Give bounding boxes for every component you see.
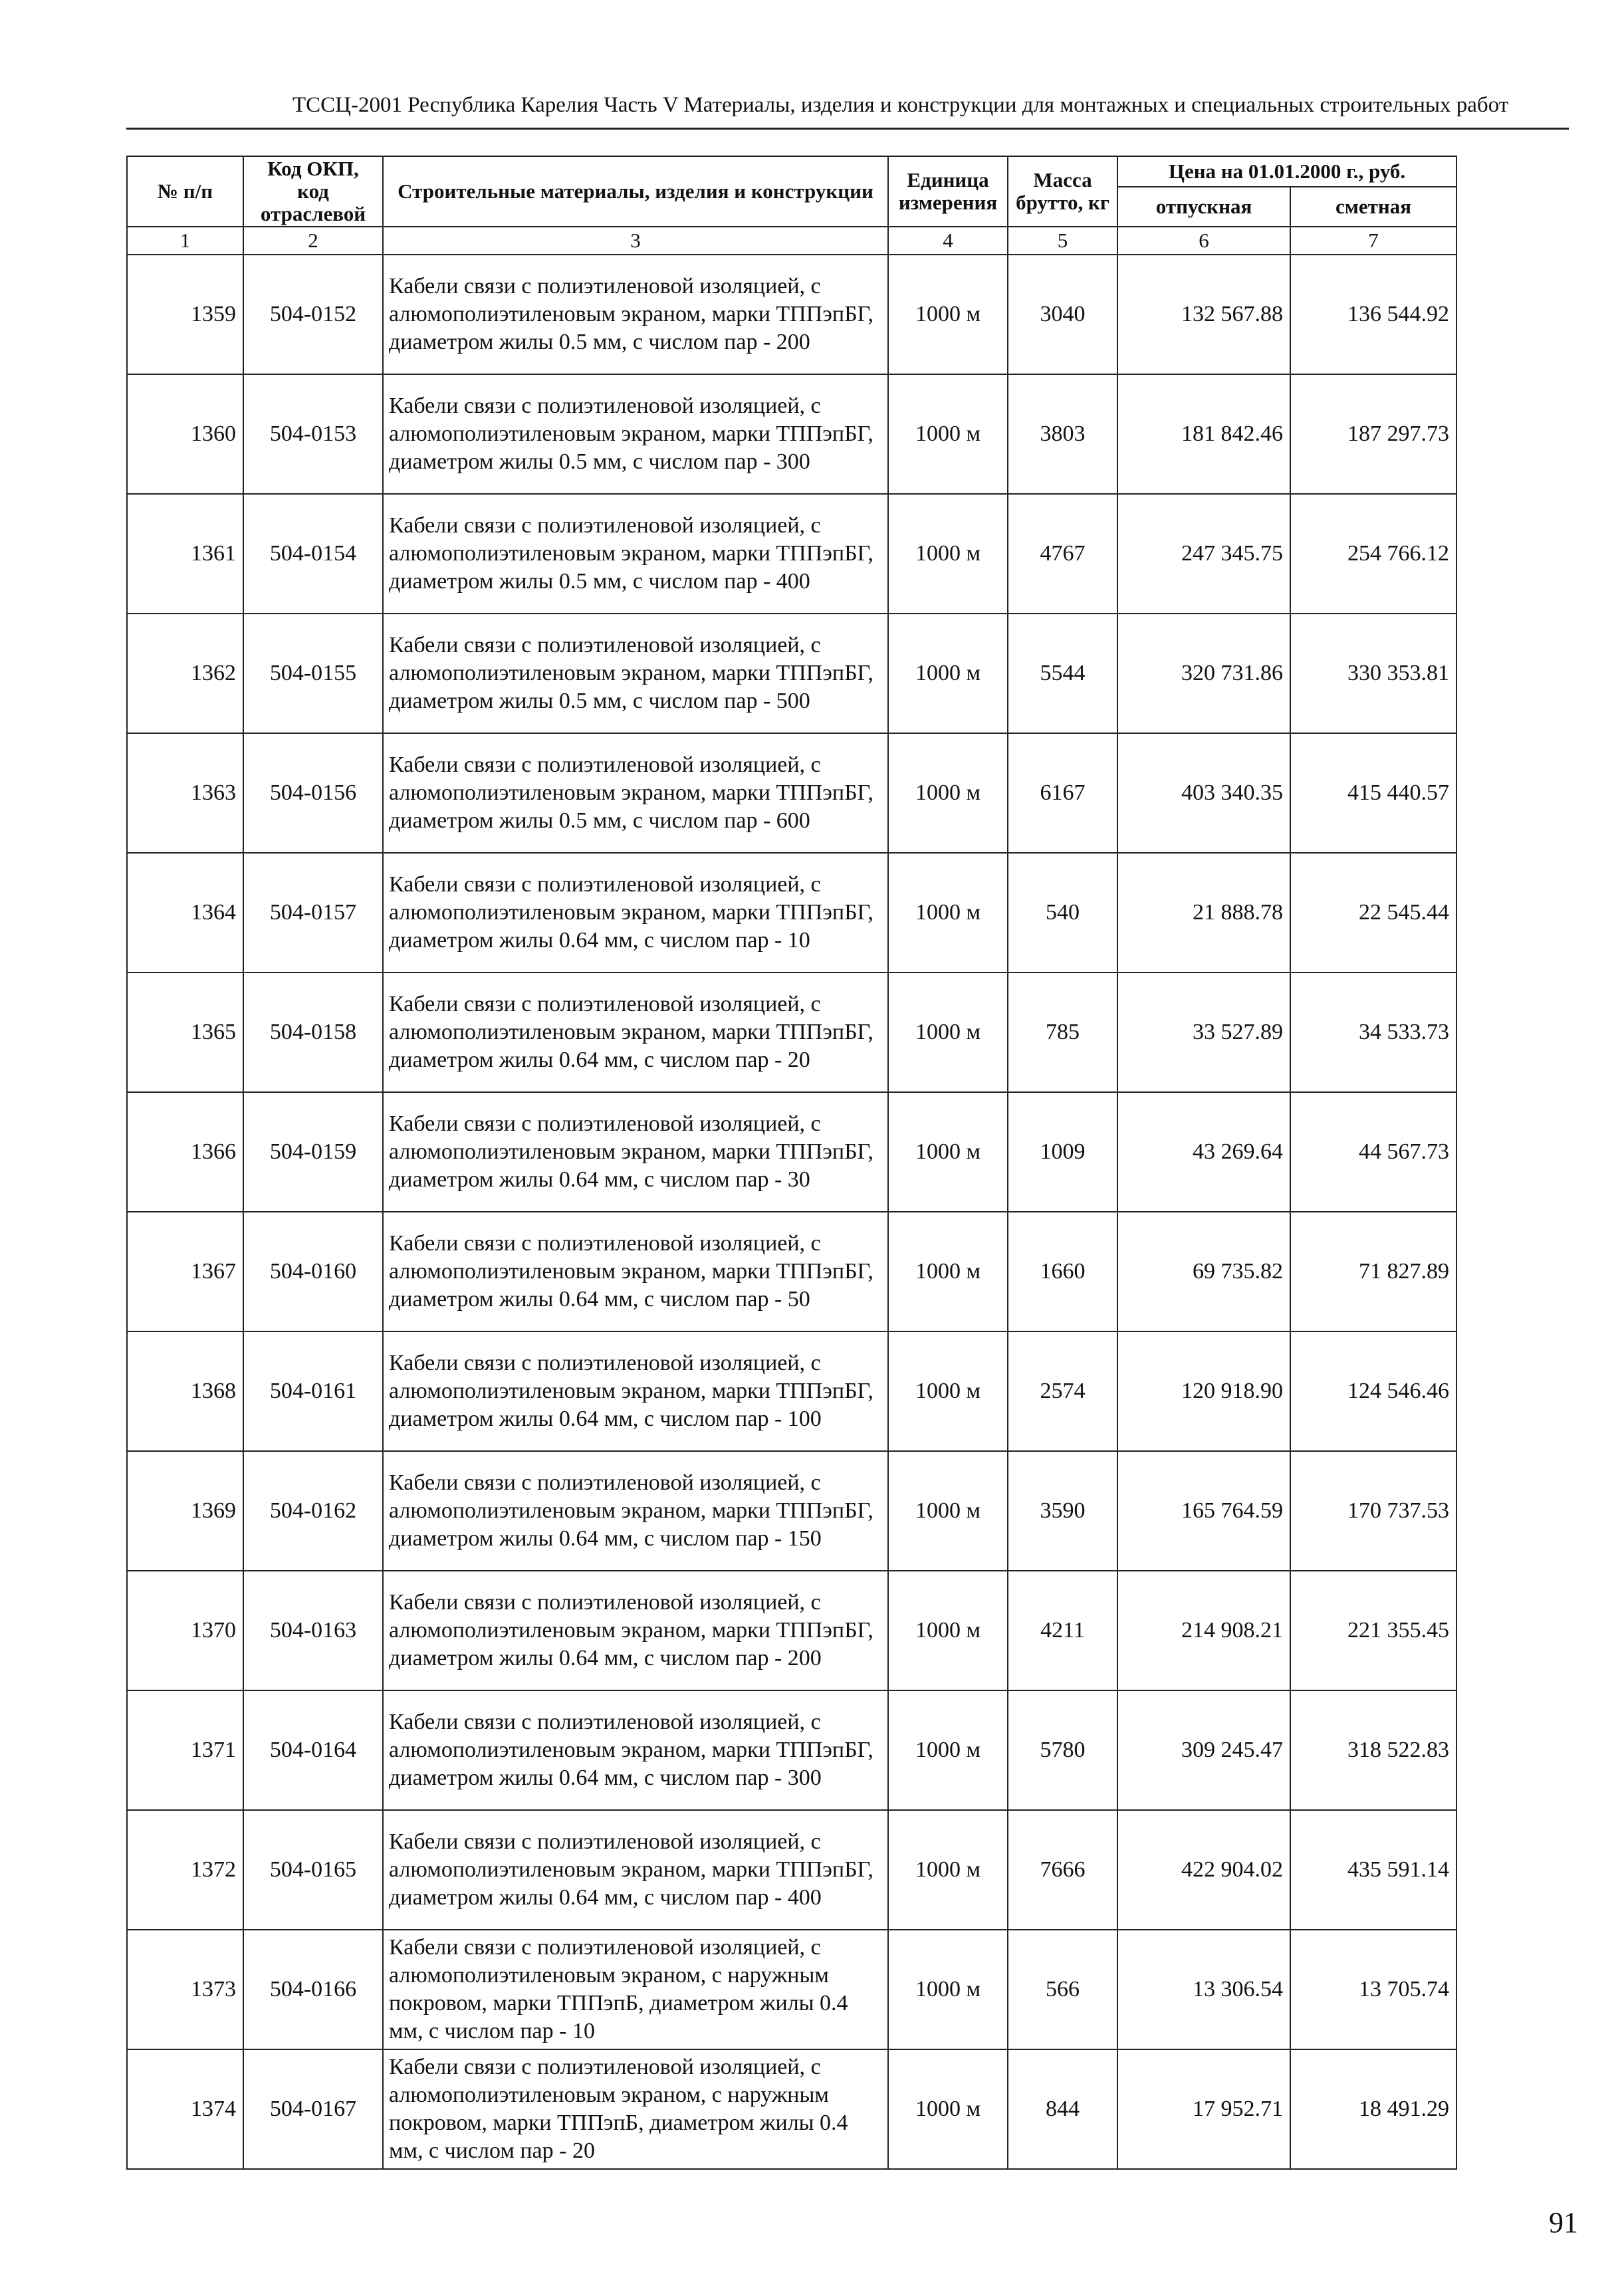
unit-of-measure: 1000 м [888,2049,1008,2169]
material-description: Кабели связи с полиэтиленовой изоляцией, с алюмополиэтиленовым экраном, марки ТППэпБГ, диаметром жилы 0.5 мм, с числом пар - 300 [383,374,888,494]
table-row [127,1451,1456,1571]
col-header-unit: Единица измерения [888,156,1008,227]
table-row [127,1690,1456,1810]
table-header-row [127,156,1456,187]
okp-code: 504-0164 [243,1690,383,1810]
table-row [127,1331,1456,1451]
release-price: 309 245.47 [1117,1690,1290,1810]
col-header-materials: Строительные материалы, изделия и конструкции [383,156,888,227]
release-price: 69 735.82 [1117,1212,1290,1331]
material-description: Кабели связи с полиэтиленовой изоляцией, с алюмополиэтиленовым экраном, марки ТППэпБГ, диаметром жилы 0.64 мм, с числом пар - 200 [383,1571,888,1690]
gross-mass: 2574 [1008,1331,1117,1451]
okp-code: 504-0163 [243,1571,383,1690]
gross-mass: 844 [1008,2049,1117,2169]
unit-of-measure: 1000 м [888,1092,1008,1212]
unit-of-measure: 1000 м [888,1451,1008,1571]
release-price: 43 269.64 [1117,1092,1290,1212]
gross-mass: 5780 [1008,1690,1117,1810]
okp-code: 504-0152 [243,255,383,374]
table-row [127,374,1456,494]
estimate-price: 221 355.45 [1290,1571,1456,1690]
release-price: 17 952.71 [1117,2049,1290,2169]
row-number: 1360 [127,374,243,494]
gross-mass: 3803 [1008,374,1117,494]
estimate-price: 187 297.73 [1290,374,1456,494]
unit-of-measure: 1000 м [888,1930,1008,2049]
release-price: 13 306.54 [1117,1930,1290,2049]
unit-of-measure: 1000 м [888,494,1008,614]
gross-mass: 1009 [1008,1092,1117,1212]
col-header-price-group: Цена на 01.01.2000 г., руб. [1117,156,1456,187]
okp-code: 504-0158 [243,973,383,1092]
row-number: 1363 [127,733,243,853]
estimate-price: 13 705.74 [1290,1930,1456,2049]
column-number: 7 [1290,227,1456,255]
table-body [127,255,1456,2169]
col-header-price-estimate: сметная [1290,187,1456,227]
column-number: 5 [1008,227,1117,255]
release-price: 21 888.78 [1117,853,1290,973]
material-description: Кабели связи с полиэтиленовой изоляцией, с алюмополиэтиленовым экраном, марки ТППэпБГ, диаметром жилы 0.64 мм, с числом пар - 300 [383,1690,888,1810]
estimate-price: 71 827.89 [1290,1212,1456,1331]
row-number: 1365 [127,973,243,1092]
unit-of-measure: 1000 м [888,733,1008,853]
release-price: 181 842.46 [1117,374,1290,494]
table-row [127,1571,1456,1690]
estimate-price: 254 766.12 [1290,494,1456,614]
unit-of-measure: 1000 м [888,1212,1008,1331]
table-row [127,733,1456,853]
okp-code: 504-0161 [243,1331,383,1451]
row-number: 1364 [127,853,243,973]
unit-of-measure: 1000 м [888,1690,1008,1810]
column-number-row [127,227,1456,255]
col-header-code: Код ОКП, код отраслевой [243,156,383,227]
gross-mass: 4211 [1008,1571,1117,1690]
row-number: 1367 [127,1212,243,1331]
gross-mass: 7666 [1008,1810,1117,1930]
material-description: Кабели связи с полиэтиленовой изоляцией, с алюмополиэтиленовым экраном, марки ТППэпБГ, диаметром жилы 0.64 мм, с числом пар - 10 [383,853,888,973]
okp-code: 504-0166 [243,1930,383,2049]
material-description: Кабели связи с полиэтиленовой изоляцией, с алюмополиэтиленовым экраном, марки ТППэпБГ, диаметром жилы 0.64 мм, с числом пар - 150 [383,1451,888,1571]
row-number: 1374 [127,2049,243,2169]
unit-of-measure: 1000 м [888,614,1008,733]
gross-mass: 785 [1008,973,1117,1092]
row-number: 1369 [127,1451,243,1571]
release-price: 403 340.35 [1117,733,1290,853]
estimate-price: 318 522.83 [1290,1690,1456,1810]
estimate-price: 44 567.73 [1290,1092,1456,1212]
estimate-price: 22 545.44 [1290,853,1456,973]
material-description: Кабели связи с полиэтиленовой изоляцией, с алюмополиэтиленовым экраном, марки ТППэпБГ, диаметром жилы 0.64 мм, с числом пар - 20 [383,973,888,1092]
price-table [126,156,1457,2170]
table-row [127,973,1456,1092]
material-description: Кабели связи с полиэтиленовой изоляцией, с алюмополиэтиленовым экраном, марки ТППэпБГ, диаметром жилы 0.5 мм, с числом пар - 400 [383,494,888,614]
col-header-mass: Масса брутто, кг [1008,156,1117,227]
okp-code: 504-0160 [243,1212,383,1331]
unit-of-measure: 1000 м [888,1810,1008,1930]
release-price: 247 345.75 [1117,494,1290,614]
unit-of-measure: 1000 м [888,853,1008,973]
okp-code: 504-0155 [243,614,383,733]
unit-of-measure: 1000 м [888,374,1008,494]
gross-mass: 540 [1008,853,1117,973]
unit-of-measure: 1000 м [888,1571,1008,1690]
page-number: 91 [1549,2206,1578,2239]
page-header: ТССЦ-2001 Республика Карелия Часть V Материалы, изделия и конструкции для монтажных и специальных строительных работ [292,93,1509,117]
row-number: 1372 [127,1810,243,1930]
material-description: Кабели связи с полиэтиленовой изоляцией, с алюмополиэтиленовым экраном, марки ТППэпБГ, диаметром жилы 0.64 мм, с числом пар - 30 [383,1092,888,1212]
estimate-price: 34 533.73 [1290,973,1456,1092]
table-row [127,255,1456,374]
gross-mass: 1660 [1008,1212,1117,1331]
okp-code: 504-0167 [243,2049,383,2169]
table-row [127,853,1456,973]
estimate-price: 136 544.92 [1290,255,1456,374]
gross-mass: 566 [1008,1930,1117,2049]
material-description: Кабели связи с полиэтиленовой изоляцией, с алюмополиэтиленовым экраном, марки ТППэпБГ, диаметром жилы 0.5 мм, с числом пар - 500 [383,614,888,733]
unit-of-measure: 1000 м [888,255,1008,374]
okp-code: 504-0153 [243,374,383,494]
estimate-price: 170 737.53 [1290,1451,1456,1571]
table-row [127,1092,1456,1212]
row-number: 1362 [127,614,243,733]
okp-code: 504-0165 [243,1810,383,1930]
material-description: Кабели связи с полиэтиленовой изоляцией, с алюмополиэтиленовым экраном, марки ТППэпБГ, диаметром жилы 0.64 мм, с числом пар - 50 [383,1212,888,1331]
gross-mass: 6167 [1008,733,1117,853]
row-number: 1361 [127,494,243,614]
gross-mass: 4767 [1008,494,1117,614]
col-header-price-release: отпускная [1117,187,1290,227]
okp-code: 504-0156 [243,733,383,853]
col-header-num: № п/п [127,156,243,227]
column-number: 4 [888,227,1008,255]
estimate-price: 124 546.46 [1290,1331,1456,1451]
table-row [127,1930,1456,2049]
row-number: 1373 [127,1930,243,2049]
gross-mass: 5544 [1008,614,1117,733]
unit-of-measure: 1000 м [888,1331,1008,1451]
release-price: 33 527.89 [1117,973,1290,1092]
release-price: 120 918.90 [1117,1331,1290,1451]
table-row [127,614,1456,733]
column-number: 6 [1117,227,1290,255]
material-description: Кабели связи с полиэтиленовой изоляцией, с алюмополиэтиленовым экраном, марки ТППэпБГ, диаметром жилы 0.5 мм, с числом пар - 600 [383,733,888,853]
material-description: Кабели связи с полиэтиленовой изоляцией, с алюмополиэтиленовым экраном, с наружным покровом, марки ТППэпБ, диаметром жилы 0.4 мм, с числом пар - 10 [383,1930,888,2049]
column-number: 1 [127,227,243,255]
estimate-price: 415 440.57 [1290,733,1456,853]
table-row [127,2049,1456,2169]
estimate-price: 435 591.14 [1290,1810,1456,1930]
row-number: 1368 [127,1331,243,1451]
release-price: 214 908.21 [1117,1571,1290,1690]
estimate-price: 330 353.81 [1290,614,1456,733]
row-number: 1359 [127,255,243,374]
table-row [127,1212,1456,1331]
okp-code: 504-0157 [243,853,383,973]
okp-code: 504-0159 [243,1092,383,1212]
row-number: 1371 [127,1690,243,1810]
table-row [127,494,1456,614]
gross-mass: 3590 [1008,1451,1117,1571]
header-divider [126,128,1569,130]
estimate-price: 18 491.29 [1290,2049,1456,2169]
material-description: Кабели связи с полиэтиленовой изоляцией, с алюмополиэтиленовым экраном, марки ТППэпБГ, диаметром жилы 0.5 мм, с числом пар - 200 [383,255,888,374]
release-price: 320 731.86 [1117,614,1290,733]
row-number: 1366 [127,1092,243,1212]
column-number: 2 [243,227,383,255]
okp-code: 504-0162 [243,1451,383,1571]
okp-code: 504-0154 [243,494,383,614]
release-price: 422 904.02 [1117,1810,1290,1930]
material-description: Кабели связи с полиэтиленовой изоляцией, с алюмополиэтиленовым экраном, с наружным покровом, марки ТППэпБ, диаметром жилы 0.4 мм, с числом пар - 20 [383,2049,888,2169]
column-number: 3 [383,227,888,255]
row-number: 1370 [127,1571,243,1690]
gross-mass: 3040 [1008,255,1117,374]
material-description: Кабели связи с полиэтиленовой изоляцией, с алюмополиэтиленовым экраном, марки ТППэпБГ, диаметром жилы 0.64 мм, с числом пар - 100 [383,1331,888,1451]
release-price: 165 764.59 [1117,1451,1290,1571]
material-description: Кабели связи с полиэтиленовой изоляцией, с алюмополиэтиленовым экраном, марки ТППэпБГ, диаметром жилы 0.64 мм, с числом пар - 400 [383,1810,888,1930]
release-price: 132 567.88 [1117,255,1290,374]
table-row [127,1810,1456,1930]
unit-of-measure: 1000 м [888,973,1008,1092]
